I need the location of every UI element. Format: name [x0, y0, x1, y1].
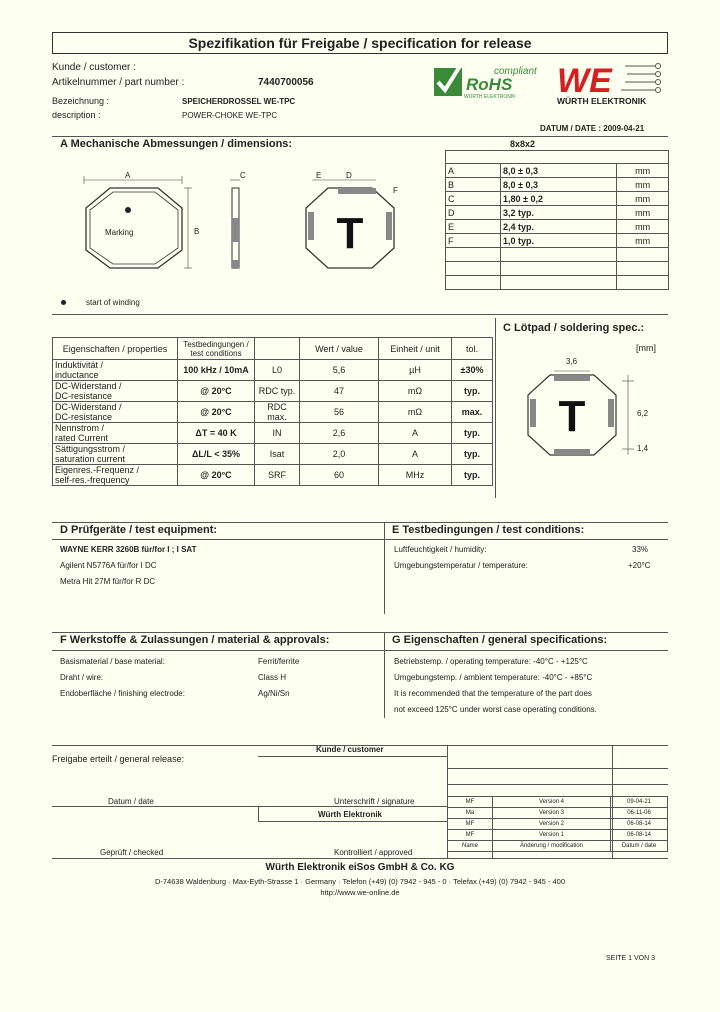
checked-label: Geprüft / checked: [100, 848, 164, 857]
dim-value: 3,2 typ.: [501, 206, 617, 220]
header-conditions: Testbedingungen / test conditions: [178, 338, 255, 360]
section-g-heading: G Eigenschaften / general specifications:: [392, 634, 608, 646]
tolerance: max.: [452, 402, 493, 423]
dim-key: D: [446, 206, 501, 220]
dim-key: A: [446, 164, 501, 178]
base-material-value: Ferrit/ferrite: [258, 657, 300, 666]
approved-label: Kontrolliert / approved: [334, 848, 413, 857]
equipment-2: Agilent N5776A für/for I DC: [60, 561, 157, 570]
version-label: Version 4: [493, 797, 611, 808]
dim-unit: mm: [617, 234, 669, 248]
prop-line-1: Sättigungsstrom /: [55, 444, 126, 454]
version-name: Ma: [448, 808, 493, 819]
section-d-heading: D Prüfgeräte / test equipment:: [60, 524, 218, 536]
we-text: WE: [557, 62, 612, 100]
col-name: Name: [448, 841, 493, 852]
version-date: 09-04-21: [611, 797, 668, 808]
unit: mΩ: [379, 381, 452, 402]
finish-value: Ag/Ni/Sn: [258, 689, 290, 698]
date: DATUM / DATE : 2009-04-21: [540, 124, 645, 133]
symbol: RDC max.: [255, 402, 300, 423]
dim-unit: mm: [617, 206, 669, 220]
prop-line-1: DC-Widerstand /: [55, 402, 122, 412]
marking-label: Marking: [105, 228, 134, 237]
rohs-top: compliant: [494, 66, 537, 77]
prop-line-2: saturation current: [55, 454, 126, 464]
version-name: MF: [448, 830, 493, 841]
version-table: [447, 796, 668, 852]
version-date: 06-08-14: [611, 830, 668, 841]
description-label: description :: [52, 110, 101, 120]
version-label: Version 3: [493, 808, 611, 819]
condition: @ 20°C: [178, 402, 255, 423]
dim-value: 2,4 typ.: [501, 220, 617, 234]
size-code: 8x8x2: [510, 139, 536, 149]
customer-label: Kunde / customer :: [52, 62, 136, 73]
version-name: MF: [448, 819, 493, 830]
humidity-label: Luftfeuchtigkeit / humidity:: [394, 545, 487, 554]
value: 5,6: [300, 360, 379, 381]
prop-line-1: Induktivität /: [55, 360, 104, 370]
label-d: D: [346, 171, 352, 180]
symbol: Isat: [255, 444, 300, 465]
header-properties: Eigenschaften / properties: [53, 338, 178, 360]
header-value: Wert / value: [300, 338, 379, 360]
equipment-1: WAYNE KERR 3260B für/for I ; I SAT: [60, 545, 197, 554]
bottom-view: [298, 168, 402, 278]
start-winding: start of winding: [86, 298, 140, 307]
we-logo: [555, 60, 670, 106]
unit: A: [379, 423, 452, 444]
value: 2,6: [300, 423, 379, 444]
condition: ΔT = 40 K: [178, 423, 255, 444]
symbol: IN: [255, 423, 300, 444]
date-label-1: Datum / date: [108, 797, 154, 806]
finish-label: Endoberfläche / finishing electrode:: [60, 689, 185, 698]
base-material-label: Basismaterial / base material:: [60, 657, 165, 666]
section-c-heading: C Lötpad / soldering spec.:: [503, 322, 645, 334]
col-date: Datum / date: [611, 841, 668, 852]
page-number: SEITE 1 VON 3: [606, 955, 656, 962]
section-e-heading: E Testbedingungen / test conditions:: [392, 524, 585, 536]
prop-line-1: Nennstrom /: [55, 423, 105, 433]
section-a-heading: A Mechanische Abmessungen / dimensions:: [60, 138, 293, 150]
symbol: RDC typ.: [255, 381, 300, 402]
label-b: B: [194, 227, 200, 236]
temperature-value: +20°C: [628, 561, 651, 570]
dim-key: C: [446, 192, 501, 206]
temperature-label: Umgebungstemperatur / temperature:: [394, 561, 528, 570]
pad-dim-3: 1,4: [637, 444, 649, 453]
rohs-logo: [432, 62, 544, 100]
tolerance: typ.: [452, 423, 493, 444]
general-release-label: Freigabe erteilt / general release:: [52, 754, 185, 764]
condition: @ 20°C: [178, 465, 255, 486]
dim-key: E: [446, 220, 501, 234]
page-title: Spezifikation für Freigabe / specification for release: [52, 32, 668, 54]
tolerance: typ.: [452, 444, 493, 465]
condition: @ 20°C: [178, 381, 255, 402]
unit-mm: [mm]: [636, 343, 656, 353]
t-glyph: T: [336, 209, 364, 258]
dim-unit: mm: [617, 164, 669, 178]
value: 56: [300, 402, 379, 423]
dim-key: F: [446, 234, 501, 248]
prop-line-1: Eigenres.-Frequenz /: [55, 465, 140, 475]
spec-line-1: Betriebstemp. / operating temperature: -40°C - +125°C: [394, 657, 588, 666]
part-number-label: Artikelnummer / part number :: [52, 77, 185, 88]
version-label: Version 1: [493, 830, 611, 841]
dim-value: 8,0 ± 0,3: [501, 178, 617, 192]
version-label: Version 2: [493, 819, 611, 830]
col-change: Änderung / modification: [493, 841, 611, 852]
version-date: 06-08-14: [611, 819, 668, 830]
dim-value: 1,80 ± 0,2: [501, 192, 617, 206]
pad-dim-1: 3,6: [566, 357, 578, 366]
symbol: L0: [255, 360, 300, 381]
prop-line-2: inductance: [55, 370, 99, 380]
tolerance: ±30%: [452, 360, 493, 381]
unit: A: [379, 444, 452, 465]
label-e: E: [316, 171, 322, 180]
unit: MHz: [379, 465, 452, 486]
prop-line-2: DC-resistance: [55, 391, 113, 401]
spec-line-3: It is recommended that the temperature of the part does: [394, 689, 592, 698]
prop-line-2: DC-resistance: [55, 412, 113, 422]
dimension-table: [445, 150, 669, 290]
t-glyph: T: [558, 392, 586, 441]
designation: SPEICHERDROSSEL WE-TPC: [182, 97, 296, 106]
description: POWER-CHOKE WE-TPC: [182, 111, 278, 120]
equipment-3: Metra Hit 27M für/for R DC: [60, 577, 156, 586]
value: 47: [300, 381, 379, 402]
symbol: SRF: [255, 465, 300, 486]
rohs-text: RoHS: [466, 75, 513, 94]
label-c: C: [240, 171, 246, 180]
company-address: D-74638 Waldenburg · Max-Eyth-Strasse 1 · Germany · Telefon (+49) (0) 7942 - 945 - 0 · Telefax (+49) (0) 7942 - 945 - 400: [154, 877, 566, 886]
label-a: A: [125, 171, 131, 180]
dim-unit: mm: [617, 178, 669, 192]
we-name: WÜRTH ELEKTRONIK: [557, 96, 647, 106]
prop-line-2: rated Current: [55, 433, 109, 443]
side-view: [226, 168, 256, 278]
prop-line-1: DC-Widerstand /: [55, 381, 122, 391]
part-number: 7440700056: [258, 77, 314, 88]
section-f-heading: F Werkstoffe & Zulassungen / material & approvals:: [60, 634, 330, 646]
unit: µH: [379, 360, 452, 381]
customer-header: Kunde / customer: [316, 745, 384, 754]
wire-value: Class H: [258, 673, 287, 682]
header-unit: Einheit / unit: [379, 338, 452, 360]
designation-label: Bezeichnung :: [52, 96, 110, 106]
wuerth-header: Würth Elektronik: [318, 810, 383, 819]
value: 2,0: [300, 444, 379, 465]
tolerance: typ.: [452, 465, 493, 486]
tolerance: typ.: [452, 381, 493, 402]
company-name: Würth Elektronik eiSos GmbH & Co. KG: [265, 862, 455, 873]
version-date: 06-11-06: [611, 808, 668, 819]
version-name: MF: [448, 797, 493, 808]
spec-line-4: not exceed 125°C under worst case operating conditions.: [394, 705, 597, 714]
dim-value: 8,0 ± 0,3: [501, 164, 617, 178]
signature-label: Unterschrift / signature: [334, 797, 415, 806]
dim-key: B: [446, 178, 501, 192]
header-tol: tol.: [452, 338, 493, 360]
humidity-value: 33%: [632, 545, 649, 554]
pad-dim-2: 6,2: [637, 409, 649, 418]
company-url[interactable]: http://www.we-online.de: [320, 888, 400, 897]
dim-unit: mm: [617, 192, 669, 206]
rohs-sub: WÜRTH ELEKTRONIK: [464, 94, 516, 100]
dimension-drawing: [78, 168, 208, 278]
prop-line-2: self-res.-frequency: [55, 475, 130, 485]
bullet-icon: [61, 300, 66, 305]
value: 60: [300, 465, 379, 486]
label-f: F: [393, 186, 398, 195]
unit: mΩ: [379, 402, 452, 423]
dim-value: 1,0 typ.: [501, 234, 617, 248]
wire-label: Draht / wire:: [60, 673, 104, 682]
condition: 100 kHz / 10mA: [178, 360, 255, 381]
dim-unit: mm: [617, 220, 669, 234]
condition: ΔL/L < 35%: [178, 444, 255, 465]
properties-table: [52, 337, 493, 486]
spec-line-2: Umgebungstemp. / ambient temperature: -40°C - +85°C: [394, 673, 593, 682]
